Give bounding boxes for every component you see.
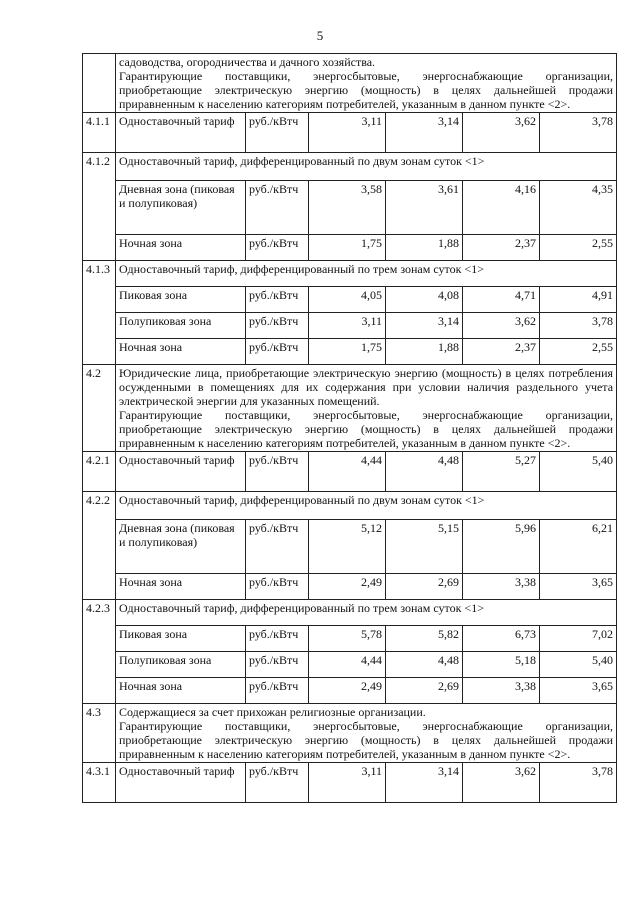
value-cell: 4,35 [540, 181, 617, 235]
paragraph: Гарантирующие поставщики, энергосбытовые, энергоснабжающие организации, приобретающие электрическую энергию (мощность) в целях дальнейшей продажи приравненным к населению категориям потребителей, указанным в данном пункте <2>. [119, 408, 614, 450]
value-cell: 2,55 [540, 339, 617, 365]
table-row [83, 313, 617, 339]
section-title: Одноставочный тариф, дифференцированный по двум зонам суток <1> [116, 153, 617, 181]
table-row [83, 54, 617, 113]
value-cell: 4,71 [463, 287, 540, 313]
row-number: 4.2 [83, 365, 116, 452]
value-cell: 5,12 [309, 520, 386, 574]
value-cell: 2,69 [386, 574, 463, 600]
value-cell: 3,11 [309, 313, 386, 339]
value-cell: 2,37 [463, 235, 540, 261]
paragraph: Содержащиеся за счет прихожан религиозные организации. [119, 705, 426, 719]
row-number: 4.1.2 [83, 153, 116, 261]
value-cell: 3,78 [540, 113, 617, 153]
value-cell: 4,08 [386, 287, 463, 313]
value-cell: 2,49 [309, 678, 386, 704]
section-text [116, 54, 617, 113]
row-number: 4.2.2 [83, 492, 116, 600]
page-number: 5 [316, 28, 324, 43]
value-cell: 3,78 [540, 313, 617, 339]
value-cell: 1,88 [386, 339, 463, 365]
value-cell: 5,78 [309, 626, 386, 652]
table-row [83, 704, 617, 763]
row-label: Дневная зона (пиковая и полупиковая) [116, 181, 246, 235]
row-label: Ночная зона [116, 235, 246, 261]
value-cell: 2,69 [386, 678, 463, 704]
value-cell: 3,62 [463, 113, 540, 153]
value-cell: 4,16 [463, 181, 540, 235]
row-label: Одноставочный тариф [116, 763, 246, 803]
value-cell: 7,02 [540, 626, 617, 652]
table-row [83, 574, 617, 600]
table-row [83, 339, 617, 365]
value-cell: 5,82 [386, 626, 463, 652]
table-row [83, 365, 617, 452]
value-cell: 1,75 [309, 235, 386, 261]
value-cell: 3,78 [540, 763, 617, 803]
unit-cell: руб./кВтч [246, 235, 309, 261]
table-row [83, 492, 617, 520]
unit-cell: руб./кВтч [246, 574, 309, 600]
unit-cell: руб./кВтч [246, 113, 309, 153]
value-cell: 3,62 [463, 313, 540, 339]
value-cell: 4,91 [540, 287, 617, 313]
row-label: Одноставочный тариф [116, 113, 246, 153]
value-cell: 3,14 [386, 763, 463, 803]
row-number: 4.2.3 [83, 600, 116, 704]
value-cell: 3,38 [463, 574, 540, 600]
unit-cell: руб./кВтч [246, 626, 309, 652]
row-number: 4.1.3 [83, 261, 116, 365]
value-cell: 6,21 [540, 520, 617, 574]
section-title: Одноставочный тариф, дифференцированный по трем зонам суток <1> [116, 261, 617, 287]
unit-cell: руб./кВтч [246, 313, 309, 339]
table-row [83, 520, 617, 574]
row-label: Ночная зона [116, 678, 246, 704]
table-row [83, 287, 617, 313]
unit-cell: руб./кВтч [246, 678, 309, 704]
row-label: Пиковая зона [116, 626, 246, 652]
unit-cell: руб./кВтч [246, 452, 309, 492]
value-cell: 2,37 [463, 339, 540, 365]
row-label: Одноставочный тариф [116, 452, 246, 492]
value-cell: 3,61 [386, 181, 463, 235]
value-cell: 5,96 [463, 520, 540, 574]
value-cell: 4,48 [386, 652, 463, 678]
value-cell: 3,58 [309, 181, 386, 235]
row-label: Ночная зона [116, 339, 246, 365]
value-cell: 4,44 [309, 652, 386, 678]
value-cell: 4,44 [309, 452, 386, 492]
value-cell: 6,73 [463, 626, 540, 652]
value-cell: 5,27 [463, 452, 540, 492]
row-label: Пиковая зона [116, 287, 246, 313]
table-row [83, 626, 617, 652]
value-cell: 1,75 [309, 339, 386, 365]
row-label: Полупиковая зона [116, 652, 246, 678]
value-cell: 4,48 [386, 452, 463, 492]
row-number: 4.2.1 [83, 452, 116, 492]
section-title: Одноставочный тариф, дифференцированный по трем зонам суток <1> [116, 600, 617, 626]
unit-cell: руб./кВтч [246, 181, 309, 235]
value-cell: 5,40 [540, 452, 617, 492]
table-row [83, 678, 617, 704]
value-cell: 1,88 [386, 235, 463, 261]
unit-cell: руб./кВтч [246, 520, 309, 574]
paragraph: Юридические лица, приобретающие электрическую энергию (мощность) в целях потребления осужденными в помещениях для их содержания при условии наличия раздельного учета электрической энергии для указанных помещений. [119, 366, 614, 408]
value-cell: 3,38 [463, 678, 540, 704]
paragraph: Гарантирующие поставщики, энергосбытовые, энергоснабжающие организации, приобретающие электрическую энергию (мощность) в целях дальнейшей продажи приравненным к населению категориям потребителей, указанным в данном пункте <2>. [119, 719, 614, 761]
value-cell: 5,40 [540, 652, 617, 678]
table-row [83, 181, 617, 235]
value-cell: 3,62 [463, 763, 540, 803]
value-cell: 5,15 [386, 520, 463, 574]
unit-cell: руб./кВтч [246, 339, 309, 365]
paragraph: Гарантирующие поставщики, энергосбытовые, энергоснабжающие организации, приобретающие электрическую энергию (мощность) в целях дальнейшей продажи приравненным к населению категориям потребителей, указанным в данном пункте <2>. [119, 69, 614, 111]
row-label: Полупиковая зона [116, 313, 246, 339]
value-cell: 3,65 [540, 678, 617, 704]
table-row [83, 113, 617, 153]
tariff-table [82, 53, 617, 803]
row-label: Дневная зона (пиковая и полупиковая) [116, 520, 246, 574]
unit-cell: руб./кВтч [246, 763, 309, 803]
unit-cell: руб./кВтч [246, 287, 309, 313]
value-cell: 3,11 [309, 113, 386, 153]
table-row [83, 235, 617, 261]
value-cell: 5,18 [463, 652, 540, 678]
table-row [83, 261, 617, 287]
row-number [83, 54, 116, 113]
row-number: 4.3.1 [83, 763, 116, 803]
value-cell: 4,05 [309, 287, 386, 313]
table-row [83, 153, 617, 181]
value-cell: 3,65 [540, 574, 617, 600]
value-cell: 3,14 [386, 113, 463, 153]
paragraph: садоводства, огородничества и дачного хозяйства. [119, 55, 376, 69]
table-row [83, 600, 617, 626]
value-cell: 2,49 [309, 574, 386, 600]
row-number: 4.3 [83, 704, 116, 763]
value-cell: 2,55 [540, 235, 617, 261]
value-cell: 3,11 [309, 763, 386, 803]
row-number: 4.1.1 [83, 113, 116, 153]
row-label: Ночная зона [116, 574, 246, 600]
section-text [116, 704, 617, 763]
table-row [83, 452, 617, 492]
table-row [83, 763, 617, 803]
value-cell: 3,14 [386, 313, 463, 339]
unit-cell: руб./кВтч [246, 652, 309, 678]
section-title: Одноставочный тариф, дифференцированный по двум зонам суток <1> [116, 492, 617, 520]
section-text [116, 365, 617, 452]
table-row [83, 652, 617, 678]
